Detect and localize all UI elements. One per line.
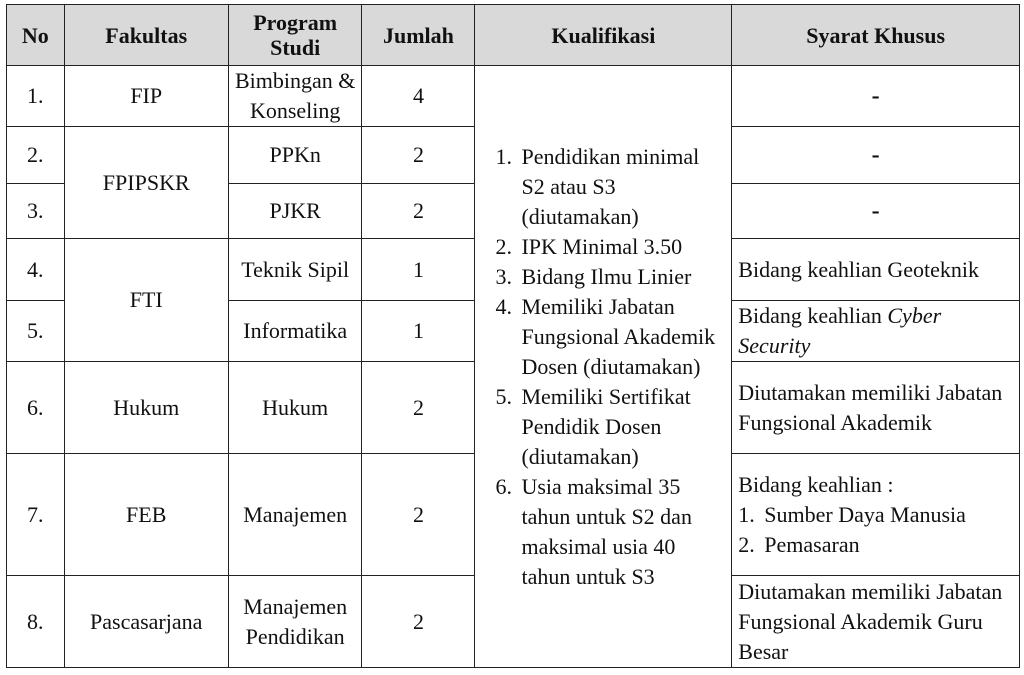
syarat-italic: Cyber Security	[738, 303, 942, 358]
row-program-studi: Informatika	[228, 301, 362, 362]
row-syarat-khusus	[732, 301, 1020, 362]
row-fakultas: Hukum	[64, 362, 228, 454]
syarat-intro: Bidang keahlian :	[738, 471, 894, 497]
row-program-studi: Manajemen	[228, 454, 362, 576]
kualifikasi-list	[481, 142, 725, 592]
header-program-studi: Program Studi	[228, 5, 362, 66]
list-item	[481, 472, 725, 592]
list-item-text: Sumber Daya Manusia	[764, 501, 966, 527]
list-item-text: Bidang Ilmu Linier	[521, 263, 692, 289]
list-item	[481, 142, 725, 232]
row-program-studi: PJKR	[228, 184, 362, 239]
row-no: 2.	[7, 127, 65, 184]
row-program-studi: Manajemen Pendidikan	[228, 576, 362, 668]
row-program-studi: Bimbingan & Konseling	[228, 66, 362, 127]
list-item-number: 1.	[495, 143, 512, 169]
list-item	[481, 262, 725, 292]
list-item-number: 4.	[495, 293, 512, 319]
header-no: No	[7, 5, 65, 66]
row-jumlah: 2	[362, 454, 475, 576]
list-item-number: 2.	[495, 233, 512, 259]
row-fakultas: Pascasarjana	[64, 576, 228, 668]
list-item	[481, 382, 725, 472]
row-syarat-khusus	[732, 454, 1020, 576]
row-no: 6.	[7, 362, 65, 454]
row-syarat-khusus: -	[732, 184, 1020, 239]
list-item-number: 5.	[495, 383, 512, 409]
row-no: 7.	[7, 454, 65, 576]
row-fakultas: FTI	[64, 239, 228, 362]
header-syarat-khusus: Syarat Khusus	[732, 5, 1020, 66]
row-jumlah: 1	[362, 301, 475, 362]
list-item	[738, 530, 1013, 560]
row-syarat-khusus: Diutamakan memiliki Jabatan Fungsional Akademik	[732, 362, 1020, 454]
kualifikasi-cell	[475, 66, 732, 668]
row-jumlah: 2	[362, 576, 475, 668]
row-program-studi: Hukum	[228, 362, 362, 454]
row-syarat-khusus: Bidang keahlian Geoteknik	[732, 239, 1020, 301]
row-syarat-khusus: Diutamakan memiliki Jabatan Fungsional Akademik Guru Besar	[732, 576, 1020, 668]
row-jumlah: 2	[362, 362, 475, 454]
list-item	[481, 292, 725, 382]
table-row	[7, 66, 1020, 127]
list-item-number: 6.	[495, 473, 512, 499]
list-item-text: Pendidikan minimal S2 atau S3 (diutamakan)	[521, 143, 700, 229]
list-item-text: Memiliki Sertifikat Pendidik Dosen (diutamakan)	[521, 383, 691, 469]
header-jumlah: Jumlah	[362, 5, 475, 66]
row-jumlah: 1	[362, 239, 475, 301]
row-fakultas: FIP	[64, 66, 228, 127]
row-no: 3.	[7, 184, 65, 239]
header-fakultas: Fakultas	[64, 5, 228, 66]
row-jumlah: 4	[362, 66, 475, 127]
list-item-number: 3.	[495, 263, 512, 289]
row-syarat-khusus: -	[732, 66, 1020, 127]
list-item-text: Pemasaran	[764, 531, 860, 557]
list-item-number: 1.	[738, 501, 755, 527]
list-item-number: 2.	[738, 531, 755, 557]
row-syarat-khusus: -	[732, 127, 1020, 184]
row-no: 1.	[7, 66, 65, 127]
list-item	[738, 500, 1013, 530]
row-jumlah: 2	[362, 184, 475, 239]
row-program-studi: PPKn	[228, 127, 362, 184]
list-item-text: IPK Minimal 3.50	[521, 233, 683, 259]
row-fakultas: FEB	[64, 454, 228, 576]
row-no: 5.	[7, 301, 65, 362]
syarat-prefix: Bidang keahlian	[738, 303, 888, 328]
syarat-sublist	[738, 500, 1013, 560]
row-program-studi: Teknik Sipil	[228, 239, 362, 301]
row-no: 4.	[7, 239, 65, 301]
row-jumlah: 2	[362, 127, 475, 184]
header-row	[7, 5, 1020, 66]
row-no: 8.	[7, 576, 65, 668]
list-item-text: Memiliki Jabatan Fungsional Akademik Dosen (diutamakan)	[521, 293, 716, 379]
list-item-text: Usia maksimal 35 tahun untuk S2 dan maksimal usia 40 tahun untuk S3	[521, 473, 692, 589]
row-fakultas: FPIPSKR	[64, 127, 228, 239]
list-item	[481, 232, 725, 262]
lecturer-requirements-table	[6, 4, 1020, 668]
header-kualifikasi: Kualifikasi	[475, 5, 732, 66]
